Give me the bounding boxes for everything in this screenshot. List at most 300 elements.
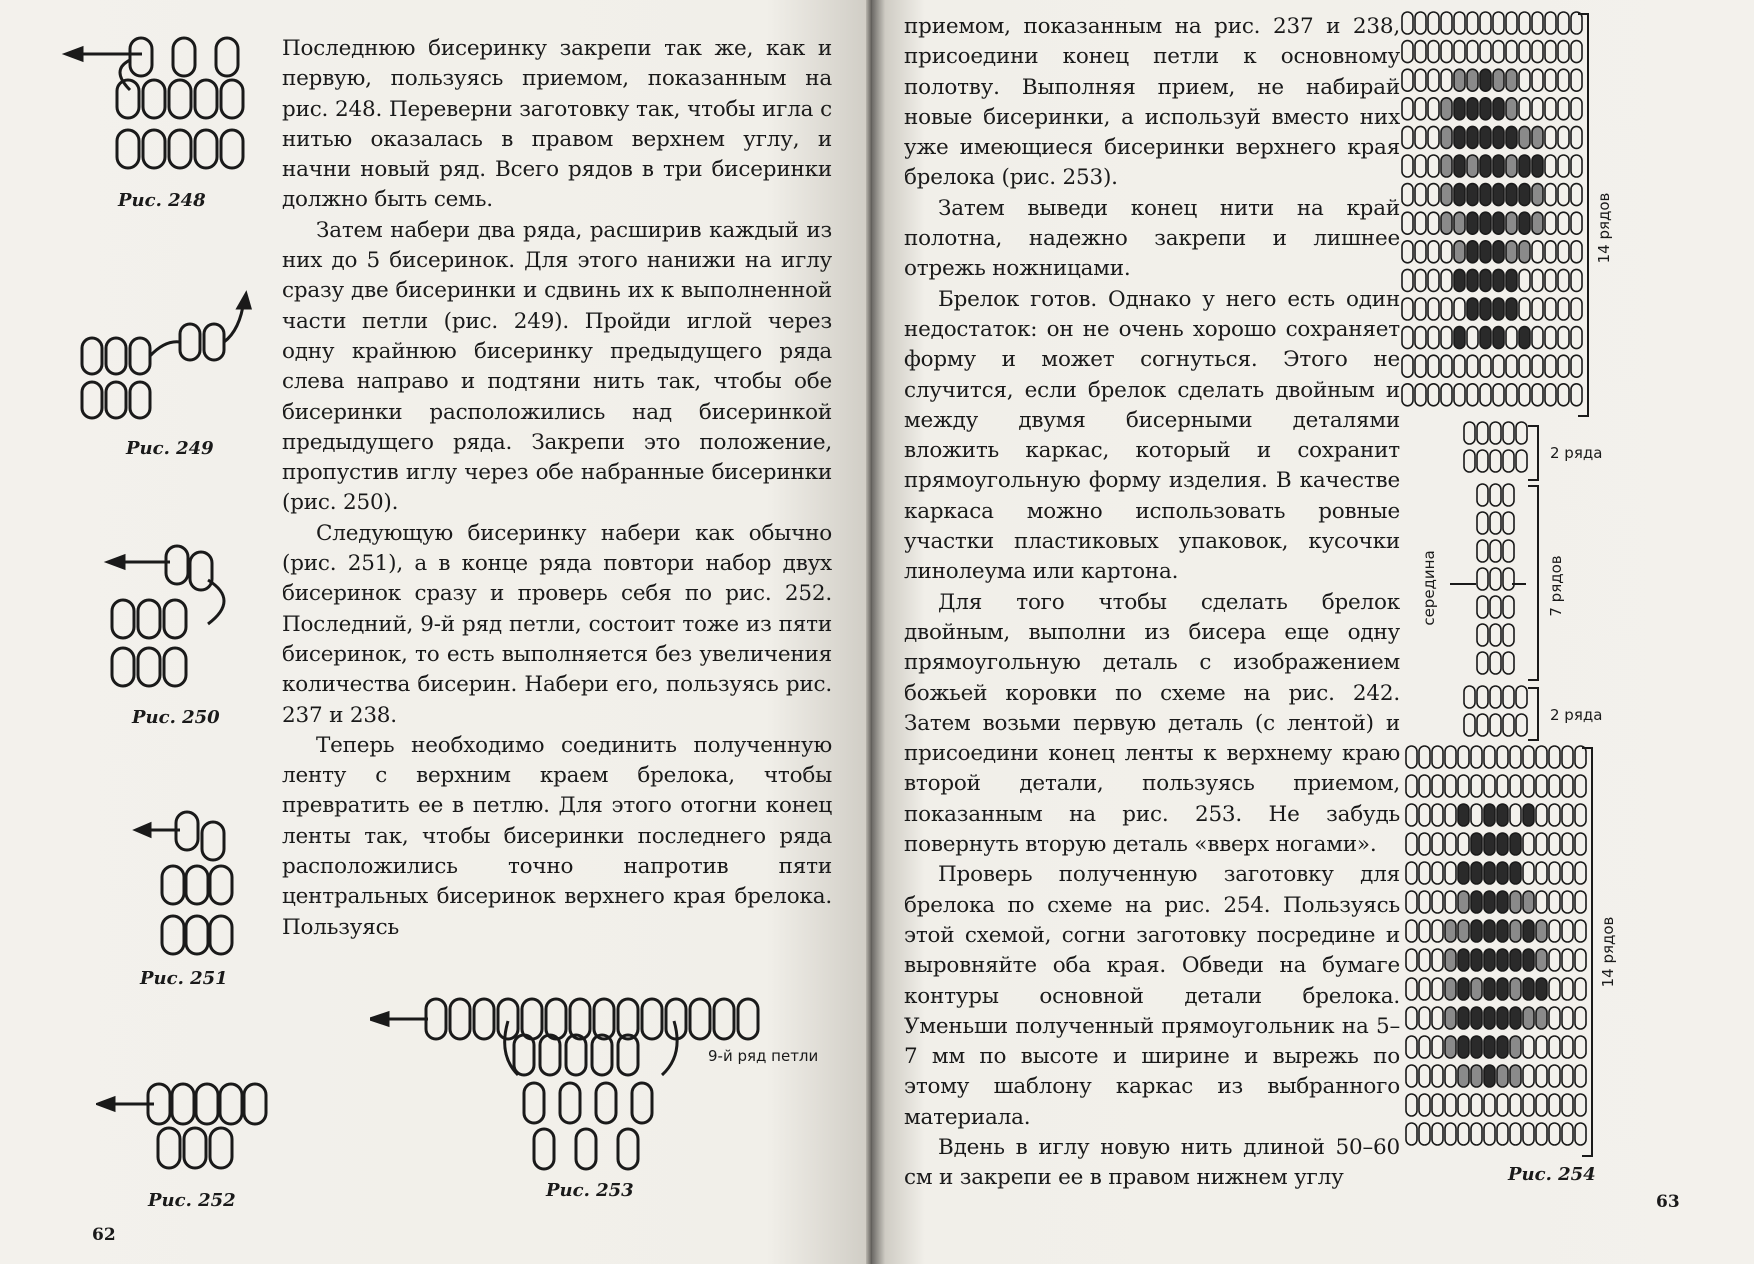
bead (1415, 98, 1426, 120)
bead (1536, 1007, 1547, 1029)
bead (1445, 949, 1456, 971)
bead (1571, 384, 1582, 406)
bead (1454, 355, 1465, 377)
bead (1406, 1007, 1417, 1029)
bead (1445, 891, 1456, 913)
bead (1545, 126, 1556, 148)
bead (1402, 355, 1413, 377)
bead (1432, 1007, 1443, 1029)
bead (1467, 12, 1478, 34)
bead (1571, 155, 1582, 177)
bead (1432, 833, 1443, 855)
bead (1428, 298, 1439, 320)
bead (1536, 1094, 1547, 1116)
bead (1497, 1123, 1508, 1145)
bead (1497, 804, 1508, 826)
bead (1484, 1123, 1495, 1145)
bead (1458, 775, 1469, 797)
bead (1477, 450, 1488, 472)
bead (1441, 184, 1452, 206)
bead (1458, 804, 1469, 826)
bead (1402, 69, 1413, 91)
bead (1441, 212, 1452, 234)
bead (1536, 978, 1547, 1000)
bead (1419, 862, 1430, 884)
bead (1484, 1036, 1495, 1058)
bead (1506, 269, 1517, 291)
bead (1428, 12, 1439, 34)
bead (1503, 422, 1514, 444)
bead (1549, 804, 1560, 826)
bead (1519, 269, 1530, 291)
bead (1467, 241, 1478, 263)
bead (1419, 775, 1430, 797)
bead (1545, 384, 1556, 406)
right-page (872, 0, 1754, 1264)
bead (1532, 98, 1543, 120)
bead (1558, 355, 1569, 377)
bead (1493, 241, 1504, 263)
bead (1562, 1007, 1573, 1029)
bead (1484, 978, 1495, 1000)
bead (1493, 126, 1504, 148)
bead (1415, 69, 1426, 91)
bead (1467, 355, 1478, 377)
bead (1415, 41, 1426, 63)
bead (1506, 69, 1517, 91)
figure-254-scheme (1400, 8, 1750, 1168)
bead (1519, 212, 1530, 234)
bead (1536, 833, 1547, 855)
bead (1545, 269, 1556, 291)
bead (1458, 1065, 1469, 1087)
bead (1428, 41, 1439, 63)
bead (1510, 833, 1521, 855)
bead (1432, 949, 1443, 971)
bead (1428, 269, 1439, 291)
bead (1497, 775, 1508, 797)
bead (1480, 12, 1491, 34)
figure-251-diagram (130, 808, 260, 978)
bead (1480, 126, 1491, 148)
bead (1562, 746, 1573, 768)
bead (1454, 327, 1465, 349)
bead (1471, 891, 1482, 913)
bead (1441, 384, 1452, 406)
bead (1471, 1036, 1482, 1058)
bead (1503, 596, 1514, 618)
bead (1503, 714, 1514, 736)
bead (1464, 422, 1475, 444)
bead (1480, 241, 1491, 263)
bead (1445, 1094, 1456, 1116)
bead (1510, 746, 1521, 768)
bead (1490, 652, 1501, 674)
bead (1458, 891, 1469, 913)
figure-249-caption: Рис. 249 (126, 438, 214, 459)
bead (1467, 126, 1478, 148)
bead (1523, 746, 1534, 768)
bead (1406, 1036, 1417, 1058)
bead (1445, 1123, 1456, 1145)
page-number-left: 62 (92, 1225, 116, 1245)
bead (1490, 568, 1501, 590)
bead (1497, 1007, 1508, 1029)
bead (1536, 949, 1547, 971)
bead (1571, 355, 1582, 377)
bead (1484, 1094, 1495, 1116)
bead (1458, 920, 1469, 942)
bead (1575, 1123, 1586, 1145)
bead (1480, 41, 1491, 63)
bead (1523, 1007, 1534, 1029)
bead (1477, 512, 1488, 534)
figure-248-diagram (60, 30, 260, 180)
bead (1516, 714, 1527, 736)
figure-250-caption: Рис. 250 (132, 707, 220, 728)
bead (1402, 126, 1413, 148)
bead (1536, 862, 1547, 884)
bead (1484, 862, 1495, 884)
bead (1445, 1065, 1456, 1087)
bead (1562, 949, 1573, 971)
bead (1415, 327, 1426, 349)
bead (1575, 1094, 1586, 1116)
figure-253-caption: Рис. 253 (546, 1180, 634, 1201)
bead (1493, 184, 1504, 206)
bead (1532, 41, 1543, 63)
bead (1490, 714, 1501, 736)
bead (1480, 212, 1491, 234)
bead (1445, 1036, 1456, 1058)
bead (1428, 241, 1439, 263)
right-page-text (904, 12, 1400, 1194)
bead (1471, 1065, 1482, 1087)
bead (1562, 1094, 1573, 1116)
bead (1571, 98, 1582, 120)
bead (1545, 212, 1556, 234)
bead (1484, 920, 1495, 942)
bead (1519, 298, 1530, 320)
bead (1558, 184, 1569, 206)
bead (1549, 1065, 1560, 1087)
bead (1497, 949, 1508, 971)
bead (1458, 1123, 1469, 1145)
bead (1516, 450, 1527, 472)
bead (1464, 714, 1475, 736)
bead (1432, 775, 1443, 797)
bead (1519, 384, 1530, 406)
bead (1428, 126, 1439, 148)
bead (1419, 746, 1430, 768)
bead (1493, 12, 1504, 34)
figure-252-diagram (96, 1078, 286, 1178)
bead (1575, 949, 1586, 971)
bead (1406, 949, 1417, 971)
bead (1571, 69, 1582, 91)
bead (1549, 1007, 1560, 1029)
bead (1402, 98, 1413, 120)
bead (1454, 184, 1465, 206)
bead (1562, 862, 1573, 884)
bead (1415, 155, 1426, 177)
bead (1471, 746, 1482, 768)
bead (1484, 891, 1495, 913)
bead (1428, 355, 1439, 377)
bead (1454, 69, 1465, 91)
bead (1558, 241, 1569, 263)
bead (1558, 384, 1569, 406)
bead (1497, 1065, 1508, 1087)
bead (1480, 269, 1491, 291)
bead (1523, 1065, 1534, 1087)
bead (1477, 596, 1488, 618)
bead (1428, 327, 1439, 349)
bead (1428, 384, 1439, 406)
bead (1406, 891, 1417, 913)
bead (1458, 1007, 1469, 1029)
bead (1402, 327, 1413, 349)
bead (1477, 422, 1488, 444)
bead (1406, 1094, 1417, 1116)
bead (1549, 978, 1560, 1000)
bead (1445, 746, 1456, 768)
bead (1406, 833, 1417, 855)
bead (1532, 269, 1543, 291)
bead (1471, 949, 1482, 971)
bead (1510, 1094, 1521, 1116)
paragraph: приемом, показанным на рис. 237 и 238, присоедини конец петли к основному полотву. Выполняя прием, не набирай новые бисеринки, а используй вместо них уже имеющиеся бисеринки верхнего края брелока (рис. 253). (904, 14, 1400, 191)
bead (1445, 978, 1456, 1000)
bead (1445, 862, 1456, 884)
bead (1490, 596, 1501, 618)
bead (1562, 978, 1573, 1000)
bead (1532, 184, 1543, 206)
bead (1458, 978, 1469, 1000)
bead (1562, 804, 1573, 826)
bead (1562, 1065, 1573, 1087)
bead (1523, 920, 1534, 942)
bead (1458, 1094, 1469, 1116)
bead (1428, 155, 1439, 177)
bead (1415, 298, 1426, 320)
bead (1493, 269, 1504, 291)
bead (1519, 241, 1530, 263)
bead (1545, 298, 1556, 320)
bead (1575, 804, 1586, 826)
bead (1402, 241, 1413, 263)
label-2-rows-b: 2 ряда (1550, 706, 1603, 724)
bead (1477, 624, 1488, 646)
bead (1415, 184, 1426, 206)
bead (1432, 746, 1443, 768)
bead (1406, 920, 1417, 942)
bead (1503, 512, 1514, 534)
bead (1428, 98, 1439, 120)
label-2-rows-a: 2 ряда (1550, 444, 1603, 462)
bead (1549, 862, 1560, 884)
bead (1402, 155, 1413, 177)
bead (1571, 327, 1582, 349)
bead (1477, 568, 1488, 590)
bead (1480, 355, 1491, 377)
bead (1575, 746, 1586, 768)
bead (1467, 269, 1478, 291)
bead (1480, 184, 1491, 206)
bead (1454, 126, 1465, 148)
bead (1503, 484, 1514, 506)
bead (1506, 355, 1517, 377)
bead (1510, 804, 1521, 826)
bead (1558, 126, 1569, 148)
bead (1464, 450, 1475, 472)
bead (1545, 155, 1556, 177)
bead (1536, 920, 1547, 942)
bead (1575, 775, 1586, 797)
bead (1506, 241, 1517, 263)
label-middle: середина (1420, 550, 1438, 626)
bead (1490, 540, 1501, 562)
figure-254-caption: Рис. 254 (1508, 1164, 1596, 1185)
bead (1503, 540, 1514, 562)
bead (1458, 862, 1469, 884)
bead (1406, 978, 1417, 1000)
bead (1441, 98, 1452, 120)
bead (1545, 69, 1556, 91)
figure-253-diagram (370, 985, 830, 1185)
paragraph: Вдень в иглу новую нить длиной 50–60 см и закрепи ее в правом нижнем углу (904, 1134, 1400, 1191)
bead (1506, 298, 1517, 320)
bead (1506, 12, 1517, 34)
bead (1419, 1065, 1430, 1087)
bead (1519, 69, 1530, 91)
bead (1510, 775, 1521, 797)
bead (1490, 450, 1501, 472)
paragraph: Теперь необходимо соединить полученную ленту с верхним краем брелока, чтобы превратить ее в петлю. Для этого отогни конец ленты так, чтобы бисеринки последнего ряда расположились точно напротив пяти центральных бисеринок верхнего края брелока. Пользуясь (282, 732, 832, 940)
bead (1558, 269, 1569, 291)
bead (1532, 69, 1543, 91)
bead (1458, 746, 1469, 768)
bead (1497, 978, 1508, 1000)
bead (1415, 12, 1426, 34)
bead (1484, 1065, 1495, 1087)
bead (1415, 126, 1426, 148)
bead (1558, 41, 1569, 63)
bead (1471, 920, 1482, 942)
bead (1419, 1036, 1430, 1058)
bead (1471, 1094, 1482, 1116)
bead (1532, 12, 1543, 34)
bead (1432, 1036, 1443, 1058)
bead (1477, 484, 1488, 506)
bead (1458, 833, 1469, 855)
bead (1480, 155, 1491, 177)
bead (1441, 269, 1452, 291)
bead (1441, 41, 1452, 63)
bead (1445, 833, 1456, 855)
bead (1454, 212, 1465, 234)
paragraph: Затем выведи конец нити на край полотна, надежно закрепи и лишнее отрежь ножницами. (904, 195, 1400, 282)
bead (1545, 98, 1556, 120)
bead (1519, 12, 1530, 34)
bead (1402, 184, 1413, 206)
bead (1454, 12, 1465, 34)
bead (1441, 155, 1452, 177)
bead (1536, 1123, 1547, 1145)
bead (1575, 978, 1586, 1000)
bead (1506, 126, 1517, 148)
bead (1532, 212, 1543, 234)
bead (1484, 746, 1495, 768)
bead (1549, 949, 1560, 971)
bead (1545, 41, 1556, 63)
bead (1490, 624, 1501, 646)
bead (1406, 1123, 1417, 1145)
bead (1571, 241, 1582, 263)
bead (1562, 891, 1573, 913)
bead (1575, 833, 1586, 855)
bead (1523, 978, 1534, 1000)
bead (1454, 298, 1465, 320)
bead (1506, 212, 1517, 234)
bead (1484, 1007, 1495, 1029)
figure-249-diagram (70, 290, 260, 430)
bead (1441, 12, 1452, 34)
paragraph: Брелок готов. Однако у него есть один недостаток: он не очень хорошо сохраняет форму и может согнуться. Этого не случится, если брелок сделать двойным и между двумя бисерными деталями вложить каркас, который и сохранит прямоугольную форму изделия. В качестве каркаса можно использовать ровные участки пластиковых упаковок, кусочки линолеума или картона. (904, 286, 1400, 585)
bead (1532, 155, 1543, 177)
bead (1406, 1065, 1417, 1087)
bead (1441, 298, 1452, 320)
bead (1458, 949, 1469, 971)
bead (1545, 241, 1556, 263)
bead (1441, 69, 1452, 91)
bead (1477, 686, 1488, 708)
paragraph: Для того чтобы сделать брелок двойным, выполни из бисера еще одну прямоугольную деталь с изображением божьей коровки по схеме на рис. 242. Затем возьми первую деталь (с лентой) и присоедини конец ленты к верхнему краю второй детали, пользуясь приемом, показанным на рис. 253. Не забудь повернуть вторую деталь «вверх ногами». (904, 589, 1400, 858)
bead (1419, 833, 1430, 855)
bead (1562, 1123, 1573, 1145)
bead (1510, 1123, 1521, 1145)
bead (1419, 949, 1430, 971)
bead (1441, 327, 1452, 349)
bead (1471, 775, 1482, 797)
bead (1484, 833, 1495, 855)
bead (1454, 98, 1465, 120)
bead (1545, 327, 1556, 349)
bead (1545, 184, 1556, 206)
bead (1454, 41, 1465, 63)
bead (1562, 1036, 1573, 1058)
bead (1549, 833, 1560, 855)
bead (1519, 41, 1530, 63)
bead (1532, 327, 1543, 349)
bead (1506, 184, 1517, 206)
bead (1523, 1123, 1534, 1145)
bead (1558, 98, 1569, 120)
bead (1575, 891, 1586, 913)
paragraph: Следующую бисеринку набери как обычно (рис. 251), а в конце ряда повтори набор двух бисеринок сразу и проверь себя по рис. 252. Последний, 9-й ряд петли, состоит тоже из пяти бисеринок, то есть выполняется без увеличения количества бисерин. Набери его, пользуясь рис. 237 и 238. (282, 520, 832, 728)
bead (1549, 920, 1560, 942)
bead (1519, 155, 1530, 177)
bead (1406, 746, 1417, 768)
figure-248-caption: Рис. 248 (118, 190, 206, 211)
bead (1497, 746, 1508, 768)
bead (1519, 98, 1530, 120)
bead (1532, 384, 1543, 406)
bead (1506, 327, 1517, 349)
bead (1406, 775, 1417, 797)
bead (1471, 1123, 1482, 1145)
bead (1497, 1036, 1508, 1058)
